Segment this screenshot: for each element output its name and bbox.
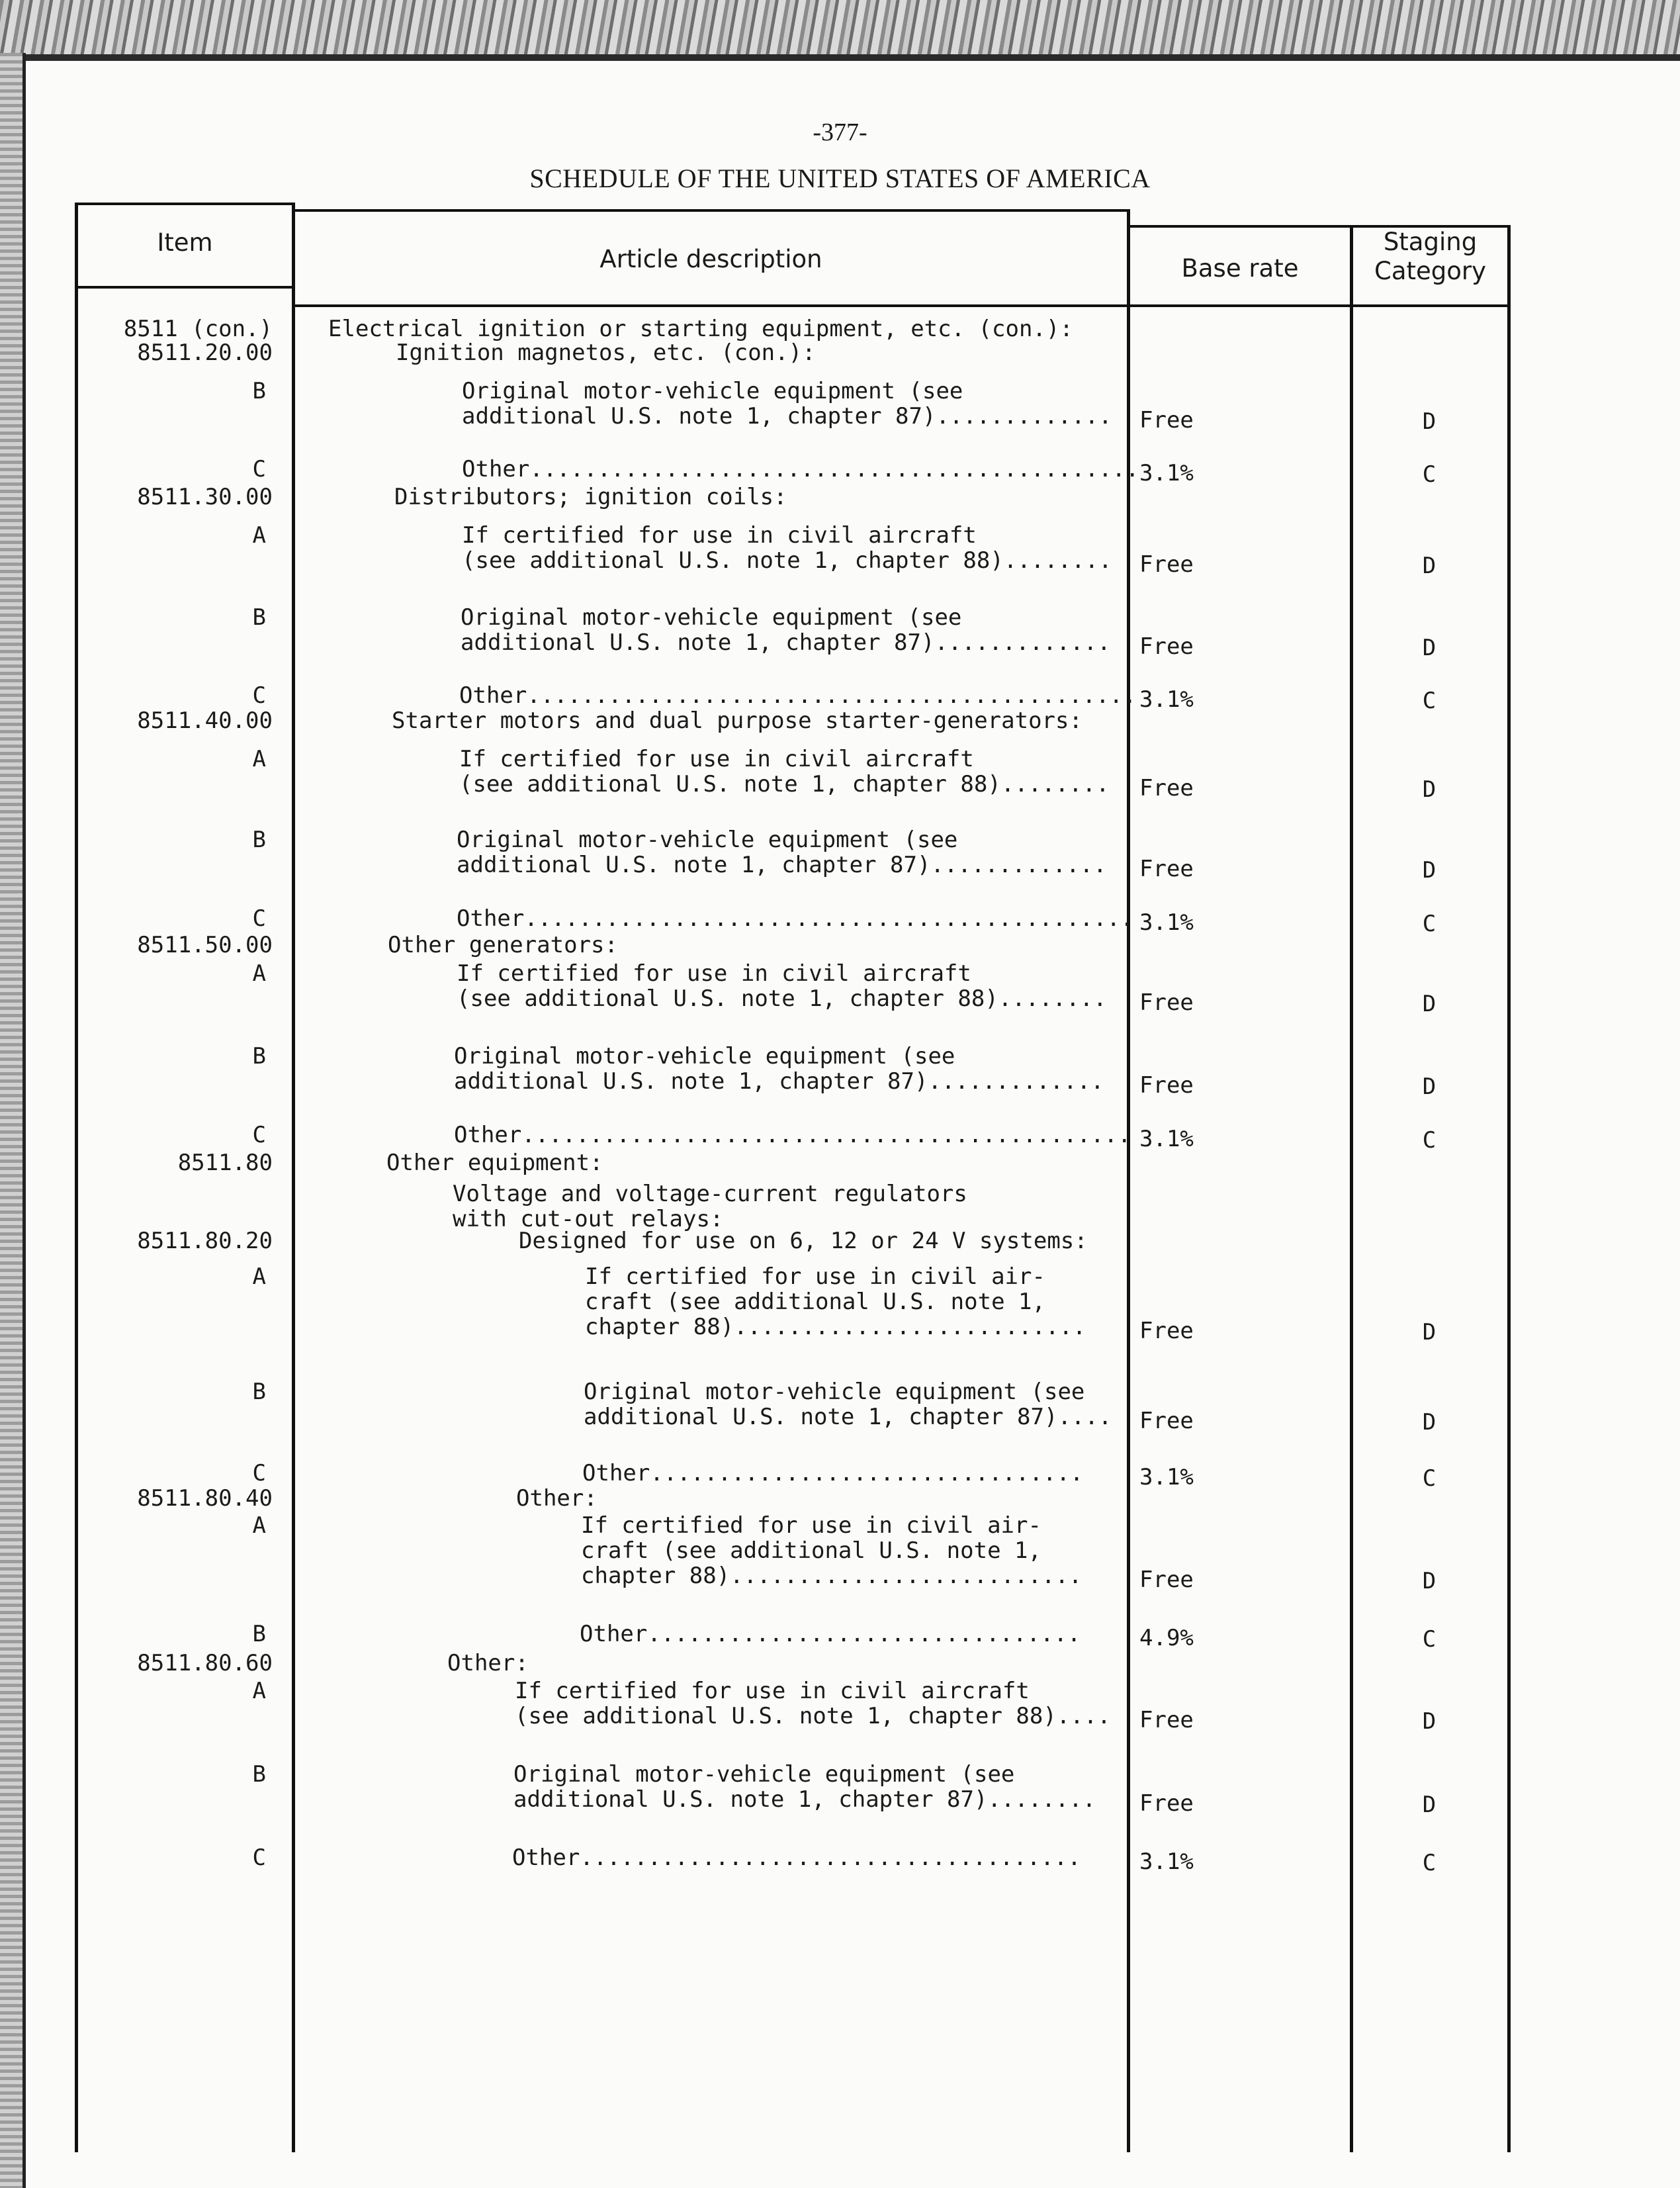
table-row-base-rate: 3.1% — [1139, 460, 1194, 486]
column-rule-right — [1507, 225, 1511, 2152]
table-row-staging-category: D — [1422, 1568, 1437, 1594]
table-row-description: Other............................................. — [459, 682, 1137, 709]
table-row-description: Original motor-vehicle equipment (see additional U.S. note 1, chapter 87)............. — [461, 604, 1111, 656]
table-row-description: Other: — [447, 1650, 529, 1676]
table-row-staging-category: D — [1422, 553, 1437, 579]
column-rule-rate — [1350, 225, 1353, 2152]
table-top-rule — [294, 209, 1129, 212]
page-number: -377- — [813, 118, 867, 146]
table-row-item: 8511.50.00 — [137, 932, 273, 958]
table-row-description: Original motor-vehicle equipment (see additional U.S. note 1, chapter 87)........ — [513, 1761, 1096, 1813]
table-row-item: A — [252, 1678, 266, 1704]
header-article: Article description — [599, 245, 822, 273]
table-row-item: B — [252, 604, 266, 631]
table-row-base-rate: 3.1% — [1139, 686, 1194, 713]
table-row-item: 8511.80.40 — [137, 1485, 273, 1512]
table-row-description: Original motor-vehicle equipment (see additional U.S. note 1, chapter 87)............. — [454, 1043, 1104, 1095]
column-rule-article — [1127, 209, 1130, 2152]
table-row-base-rate: Free — [1139, 989, 1194, 1016]
table-row-item: C — [252, 1122, 266, 1148]
table-row-item: B — [252, 378, 266, 404]
header-item: Item — [157, 228, 213, 257]
table-row-base-rate: Free — [1139, 551, 1194, 578]
table-row-staging-category: D — [1422, 408, 1437, 435]
header-staging: Staging Category — [1374, 228, 1486, 286]
table-row-description: Starter motors and dual purpose starter-generators: — [392, 707, 1083, 734]
table-row-description: Other generators: — [388, 932, 618, 958]
column-rule-item — [292, 203, 295, 2152]
header-bottom-rule — [294, 304, 1510, 307]
column-rule-left — [75, 203, 78, 2152]
table-row-description: If certified for use in civil aircraft (see additional U.S. note 1, chapter 88).... — [515, 1678, 1111, 1729]
table-row-base-rate: Free — [1139, 1072, 1194, 1099]
table-row-description: Other................................ — [582, 1460, 1084, 1486]
table-row-staging-category: C — [1422, 1626, 1437, 1653]
table-row-base-rate: 3.1% — [1139, 1126, 1194, 1152]
table-row-description: Designed for use on 6, 12 or 24 V systems: — [519, 1228, 1088, 1254]
table-row-base-rate: 4.9% — [1139, 1625, 1194, 1651]
table-row-base-rate: 3.1% — [1139, 1464, 1194, 1490]
table-row-staging-category: D — [1422, 857, 1437, 884]
scan-top-border — [0, 0, 1680, 60]
table-row-item: B — [252, 1379, 266, 1405]
table-row-base-rate: Free — [1139, 1790, 1194, 1817]
table-row-item: C — [252, 1460, 266, 1486]
table-row-item: B — [252, 1761, 266, 1788]
table-row-description: Other equipment: — [386, 1150, 603, 1176]
table-row-item: C — [252, 1845, 266, 1871]
table-row-item: 8511.20.00 — [137, 340, 273, 366]
table-row-item: 8511.40.00 — [137, 707, 273, 734]
table-row-staging-category: D — [1422, 1792, 1437, 1818]
table-row-staging-category: D — [1422, 1319, 1437, 1345]
table-row-item: C — [252, 905, 266, 932]
table-row-staging-category: D — [1422, 1708, 1437, 1735]
page-title: SCHEDULE OF THE UNITED STATES OF AMERICA — [529, 163, 1151, 193]
table-row-staging-category: D — [1422, 1073, 1437, 1100]
table-row-item: B — [252, 1621, 266, 1647]
table-row-base-rate: Free — [1139, 856, 1194, 882]
table-row-description: Other: — [516, 1485, 597, 1512]
table-row-description: Voltage and voltage-current regulators with cut-out relays: — [453, 1181, 967, 1232]
table-row-base-rate: Free — [1139, 1707, 1194, 1733]
table-row-description: If certified for use in civil air- craft (see additional U.S. note 1, chapter 88).......................... — [585, 1263, 1086, 1340]
table-row-base-rate: Free — [1139, 1408, 1194, 1434]
table-row-item: C — [252, 456, 266, 482]
table-row-base-rate: Free — [1139, 1318, 1194, 1344]
table-row-item: B — [252, 1043, 266, 1070]
table-row-item: 8511.80.20 — [137, 1228, 273, 1254]
table-row-item: 8511.80 — [177, 1150, 273, 1176]
table-row-item: 8511 (con.) — [123, 316, 273, 342]
table-row-item: B — [252, 827, 266, 853]
table-row-staging-category: C — [1422, 1465, 1437, 1492]
table-row-description: Other............................................. — [462, 456, 1139, 482]
table-row-base-rate: Free — [1139, 407, 1194, 433]
table-row-item: A — [252, 746, 266, 772]
table-row-description: Ignition magnetos, etc. (con.): — [396, 340, 816, 366]
table-row-base-rate: 3.1% — [1139, 909, 1194, 936]
table-row-description: Electrical ignition or starting equipment, etc. (con.): — [328, 316, 1073, 342]
table-row-item: A — [252, 1512, 266, 1539]
table-row-description: Original motor-vehicle equipment (see additional U.S. note 1, chapter 87).... — [584, 1379, 1112, 1430]
table-row-description: If certified for use in civil aircraft (see additional U.S. note 1, chapter 88)........ — [457, 960, 1107, 1012]
table-row-staging-category: C — [1422, 1127, 1437, 1154]
table-row-staging-category: D — [1422, 991, 1437, 1017]
table-row-description: Other..................................... — [512, 1845, 1081, 1871]
table-row-base-rate: 3.1% — [1139, 1848, 1194, 1875]
table-row-description: Distributors; ignition coils: — [394, 484, 787, 510]
page-top-edge — [0, 54, 1680, 61]
table-row-description: Original motor-vehicle equipment (see additional U.S. note 1, chapter 87)............. — [462, 378, 1112, 430]
table-row-base-rate: Free — [1139, 1567, 1194, 1593]
table-row-item: 8511.30.00 — [137, 484, 273, 510]
table-row-description: Other............................................. — [454, 1122, 1131, 1148]
table-row-item: A — [252, 1263, 266, 1290]
table-row-base-rate: Free — [1139, 633, 1194, 660]
table-row-description: Other............................................. — [457, 905, 1134, 932]
table-row-item: A — [252, 960, 266, 987]
table-row-staging-category: C — [1422, 1850, 1437, 1876]
table-row-base-rate: Free — [1139, 775, 1194, 801]
table-row-description: If certified for use in civil air- craft (see additional U.S. note 1, chapter 88).......................... — [581, 1512, 1083, 1589]
table-row-item: 8511.80.60 — [137, 1650, 273, 1676]
page-left-edge — [22, 53, 26, 2188]
table-row-staging-category: D — [1422, 776, 1437, 803]
table-top-rule — [76, 203, 295, 205]
table-row-staging-category: D — [1422, 635, 1437, 661]
table-row-item: A — [252, 522, 266, 549]
table-row-staging-category: C — [1422, 688, 1437, 714]
table-row-description: If certified for use in civil aircraft (see additional U.S. note 1, chapter 88)........ — [459, 746, 1110, 798]
header-base-rate: Base rate — [1181, 254, 1299, 283]
scan-left-border — [0, 53, 25, 2188]
table-row-description: Original motor-vehicle equipment (see additional U.S. note 1, chapter 87)............. — [457, 827, 1107, 878]
header-bottom-rule — [76, 286, 295, 289]
table-row-staging-category: C — [1422, 911, 1437, 937]
table-row-staging-category: C — [1422, 461, 1437, 488]
table-row-item: C — [252, 682, 266, 709]
table-row-description: Other................................ — [580, 1621, 1081, 1647]
table-row-description: If certified for use in civil aircraft (see additional U.S. note 1, chapter 88)........ — [462, 522, 1112, 574]
table-row-staging-category: D — [1422, 1409, 1437, 1436]
